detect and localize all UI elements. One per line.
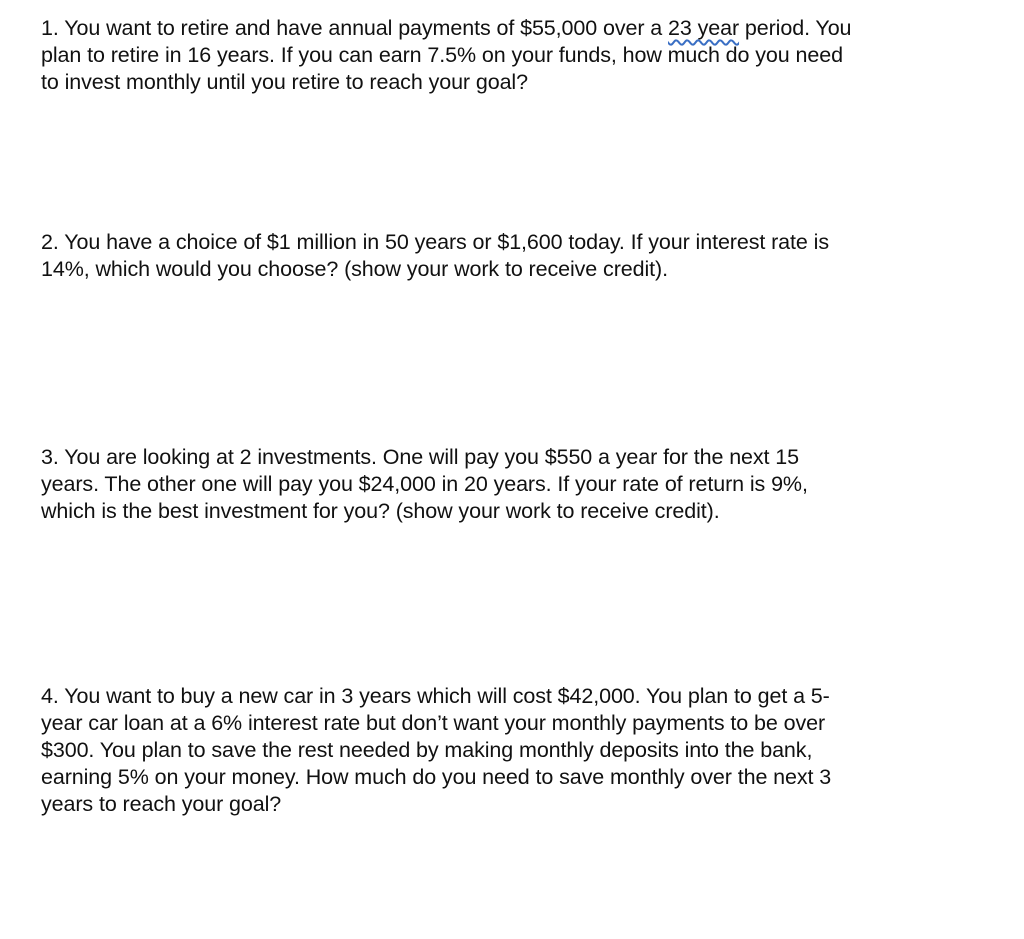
question-4-line-1: 4. You want to buy a new car in 3 years which will cost $42,000. You plan to get a 5- — [41, 684, 830, 708]
question-1 — [41, 15, 971, 96]
question-3 — [41, 444, 971, 525]
question-4-line-2: year car loan at a 6% interest rate but don’t want your monthly payments to be over — [41, 711, 826, 735]
flagged-phrase[interactable]: 23 year — [668, 16, 740, 40]
question-1-line-2: plan to retire in 16 years. If you can earn 7.5% on your funds, how much do you need — [41, 43, 843, 67]
question-3-line-1: 3. You are looking at 2 investments. One will pay you $550 a year for the next 15 — [41, 445, 800, 469]
question-1-line-1-head: 1. You want to retire and have annual payments of $55,000 over a — [41, 16, 669, 40]
question-3-line-3: which is the best investment for you? (show your work to receive credit). — [41, 499, 720, 523]
question-2-line-2: 14%, which would you choose? (show your work to receive credit). — [41, 257, 668, 281]
question-4 — [41, 683, 971, 818]
question-3-line-2: years. The other one will pay you $24,000 in 20 years. If your rate of return is 9%, — [41, 472, 808, 496]
question-2-line-1: 2. You have a choice of $1 million in 50 years or $1,600 today. If your interest rate is — [41, 230, 829, 254]
question-2 — [41, 229, 971, 283]
question-1-line-3: to invest monthly until you retire to reach your goal? — [41, 70, 528, 94]
question-1-line-1 — [41, 15, 971, 42]
question-1-line-1-tail: period. You — [739, 16, 852, 40]
question-4-line-3: $300. You plan to save the rest needed by making monthly deposits into the bank, — [41, 738, 813, 762]
question-4-line-5: years to reach your goal? — [41, 792, 282, 816]
question-4-line-4: earning 5% on your money. How much do you need to save monthly over the next 3 — [41, 765, 832, 789]
